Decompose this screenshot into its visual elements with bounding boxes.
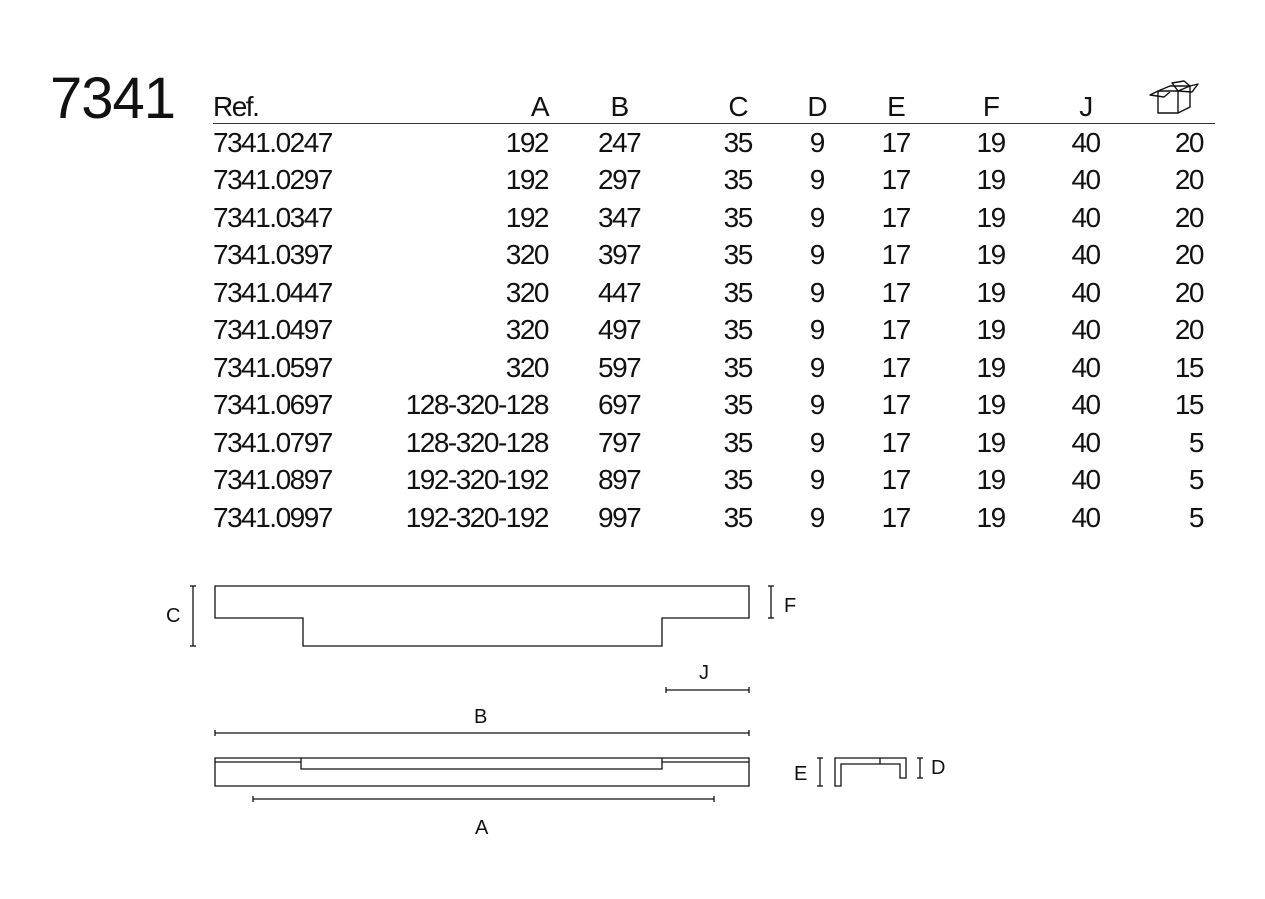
cell-b: 697: [598, 389, 641, 421]
cell-box-qty: 15: [1174, 351, 1203, 383]
cell-j: 40: [1071, 239, 1100, 271]
cell-a: 192-320-192: [405, 464, 548, 496]
cell-d: 9: [809, 389, 824, 421]
cell-j: 40: [1071, 314, 1100, 346]
cell-e: 17: [881, 426, 910, 458]
cell-box-qty: 5: [1188, 464, 1203, 496]
header-ref: Ref.: [213, 80, 373, 124]
cell-f: 19: [976, 389, 1005, 421]
cell-ref: 7341.0797: [213, 426, 332, 458]
cell-b: 247: [598, 126, 641, 158]
cell-b: 397: [598, 239, 641, 271]
cell-b: 297: [598, 164, 641, 196]
cell-f: 19: [976, 464, 1005, 496]
cell-f: 19: [976, 351, 1005, 383]
cell-j: 40: [1071, 426, 1100, 458]
cell-c: 35: [723, 314, 752, 346]
cell-box-qty: 20: [1174, 239, 1203, 271]
cell-box-qty: 20: [1174, 164, 1203, 196]
cell-box-qty: 20: [1174, 201, 1203, 233]
cell-e: 17: [881, 501, 910, 533]
cell-box-qty: 15: [1174, 389, 1203, 421]
cell-a: 192: [505, 126, 548, 158]
handle-cross-section: [835, 758, 906, 786]
cell-c: 35: [723, 201, 752, 233]
cell-f: 19: [976, 314, 1005, 346]
cell-ref: 7341.0247: [213, 126, 332, 158]
cell-e: 17: [881, 164, 910, 196]
cell-c: 35: [723, 426, 752, 458]
cell-b: 797: [598, 426, 641, 458]
cell-box-qty: 5: [1188, 501, 1203, 533]
header-e: E: [848, 80, 943, 124]
cell-e: 17: [881, 201, 910, 233]
cell-d: 9: [809, 314, 824, 346]
cell-d: 9: [809, 126, 824, 158]
cell-j: 40: [1071, 164, 1100, 196]
cell-f: 19: [976, 501, 1005, 533]
cell-j: 40: [1071, 276, 1100, 308]
cell-e: 17: [881, 351, 910, 383]
label-f: F: [784, 595, 797, 617]
cell-a: 128-320-128: [405, 426, 548, 458]
cell-b: 497: [598, 314, 641, 346]
cell-ref: 7341.0397: [213, 239, 332, 271]
label-j: J: [699, 662, 709, 684]
label-e: E: [794, 763, 808, 785]
cell-e: 17: [881, 239, 910, 271]
cell-f: 19: [976, 239, 1005, 271]
cell-j: 40: [1071, 501, 1100, 533]
model-number: 7341: [50, 66, 176, 131]
cell-a: 320: [505, 314, 548, 346]
cell-c: 35: [723, 501, 752, 533]
header-a: A: [373, 80, 548, 124]
cell-d: 9: [809, 276, 824, 308]
cell-e: 17: [881, 389, 910, 421]
cell-a: 192: [505, 201, 548, 233]
cell-j: 40: [1071, 389, 1100, 421]
cell-c: 35: [723, 126, 752, 158]
cell-c: 35: [723, 389, 752, 421]
cell-a: 320: [505, 276, 548, 308]
cell-e: 17: [881, 314, 910, 346]
cell-f: 19: [976, 201, 1005, 233]
cell-d: 9: [809, 351, 824, 383]
header-j: J: [1038, 80, 1133, 124]
cell-a: 320: [505, 351, 548, 383]
cell-c: 35: [723, 351, 752, 383]
cell-e: 17: [881, 126, 910, 158]
cell-a: 192-320-192: [405, 501, 548, 533]
cell-b: 347: [598, 201, 641, 233]
cell-b: 447: [598, 276, 641, 308]
cell-f: 19: [976, 426, 1005, 458]
cell-box-qty: 20: [1174, 276, 1203, 308]
cell-e: 17: [881, 276, 910, 308]
cell-ref: 7341.0447: [213, 276, 332, 308]
cell-ref: 7341.0997: [213, 501, 332, 533]
cell-j: 40: [1071, 464, 1100, 496]
cell-e: 17: [881, 464, 910, 496]
cell-ref: 7341.0297: [213, 164, 332, 196]
cell-box-qty: 20: [1174, 314, 1203, 346]
cell-d: 9: [809, 426, 824, 458]
cell-b: 997: [598, 501, 641, 533]
cell-c: 35: [723, 464, 752, 496]
cell-box-qty: 20: [1174, 126, 1203, 158]
cell-ref: 7341.0497: [213, 314, 332, 346]
cell-a: 320: [505, 239, 548, 271]
cell-ref: 7341.0697: [213, 389, 332, 421]
cell-j: 40: [1071, 201, 1100, 233]
header-c: C: [690, 80, 785, 124]
cell-f: 19: [976, 164, 1005, 196]
cell-d: 9: [809, 464, 824, 496]
label-b: B: [474, 706, 488, 728]
cell-c: 35: [723, 239, 752, 271]
cell-a: 128-320-128: [405, 389, 548, 421]
cell-b: 597: [598, 351, 641, 383]
cell-c: 35: [723, 164, 752, 196]
cell-d: 9: [809, 164, 824, 196]
cell-j: 40: [1071, 351, 1100, 383]
cell-d: 9: [809, 239, 824, 271]
label-d: D: [931, 757, 946, 779]
cell-ref: 7341.0347: [213, 201, 332, 233]
label-c: C: [166, 605, 181, 627]
cell-ref: 7341.0897: [213, 464, 332, 496]
cell-box-qty: 5: [1188, 426, 1203, 458]
cell-f: 19: [976, 276, 1005, 308]
cell-j: 40: [1071, 126, 1100, 158]
handle-side-profile: [215, 586, 749, 646]
cell-d: 9: [809, 201, 824, 233]
label-a: A: [475, 817, 489, 839]
header-d: D: [785, 80, 848, 124]
cell-ref: 7341.0597: [213, 351, 332, 383]
cell-c: 35: [723, 276, 752, 308]
cell-b: 897: [598, 464, 641, 496]
cell-f: 19: [976, 126, 1005, 158]
header-b: B: [548, 80, 690, 124]
cell-a: 192: [505, 164, 548, 196]
cell-d: 9: [809, 501, 824, 533]
header-f: F: [943, 80, 1038, 124]
